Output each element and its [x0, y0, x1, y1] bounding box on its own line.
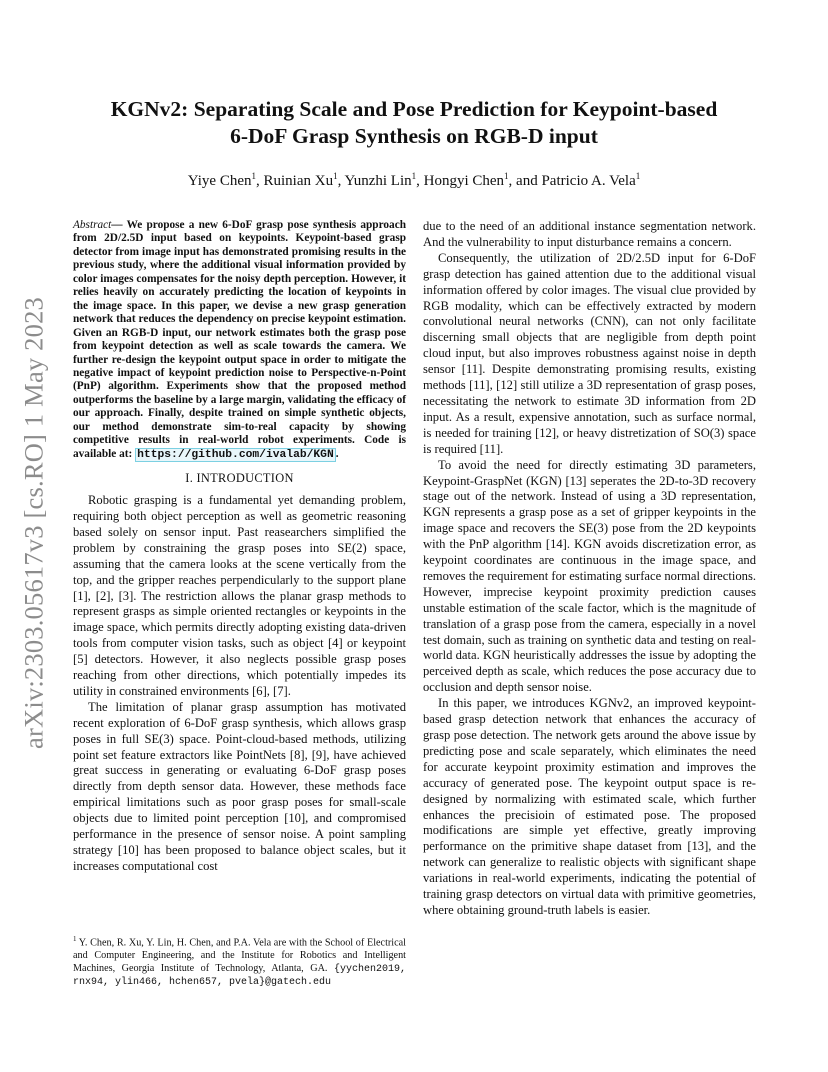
right-column — [423, 219, 756, 919]
paragraph: Robotic grasping is a fundamental yet demanding problem, requiring both object perception as well as geometric reasoning based solely on sensor input. Past reasearchers simplified the problem by constraining the grasp poses into SE(2) space, assuming that the camera looks at the scene vertically from the top, and the gripper reaches perpendicularly to the support plane [1], [2], [3]. The restriction allows the planar grasp methods to represent grasps as simple oriented rectangles or keypoints in the image space, which permits directly adopting existing data-driven tools from computer vision tasks, such as object [4] or keypoint [5] detectors. However, it also neglects possible grasp poses reaching from other directions, which potentially impedes its utility in constrained environments [6], [7]. — [73, 493, 406, 698]
affiliation-mark: 1 — [504, 171, 509, 181]
author-name: Ruinian Xu — [263, 173, 334, 189]
author-name: Patricio A. Vela — [541, 173, 636, 189]
paragraph: Consequently, the utilization of 2D/2.5D input for 6-DoF grasp detection has gained attention due to the additional visual information offered by color images. The visual clue provided by RGB modality, which can be effectively extracted by modern convolutional neural networks (CNN), can not only facilitate discerning small objects that are negligible from depth point cloud input, but also improves robustness against noise in depth sensor [11]. Despite demonstrating promising results, existing methods [11], [12] still utilize a 3D representation of grasp poses, necessitating the network to estimate 3D information from 2D input. As a result, expensive annotation, such as surface normal, is needed for training [12], or heavy distretization of SO(3) space is required [11]. — [423, 250, 756, 456]
paper-title — [80, 96, 748, 150]
abstract-dash: — — [111, 219, 127, 231]
title-line-2: 6-DoF Grasp Synthesis on RGB-D input — [230, 124, 598, 148]
affiliation-mark: 1 — [251, 171, 256, 181]
affiliation-mark: 1 — [635, 171, 641, 181]
abstract-label: Abstract — [73, 219, 112, 231]
author-separator: , and — [508, 173, 542, 189]
paragraph: To avoid the need for directly estimating 3D parameters, Keypoint-GraspNet (KGN) [13] seperates the 2D-to-3D recovery stage out of the network. Instead of using a 3D representation, KGN represents a grasp pose as a set of gripper keypoints in the image space and recovers the SE(3) pose from the 2D keypoints with the PnP algorithm [14]. KGN avoids discretization error, as keypoint coordinates are continuous in the image space, and removes the requirement for estimating surface normal directions. However, imprecise keypoint proximity prediction causes unstable estimation of the scale factor, which is the magnitude of translation of a grasp pose from the camera, especially in a novel test domain, such as training on synthetic data and testing on real-world data. KGN heuristically addresses the issue by adopting the perceived depth as scale, which reduces the pose accuracy due to occlusion and depth sensor noise. — [423, 457, 756, 695]
left-column — [73, 219, 406, 875]
code-link[interactable]: https://github.com/ivalab/KGN — [137, 448, 334, 461]
author-separator: , — [255, 173, 264, 189]
paragraph: The limitation of planar grasp assumption has motivated recent exploration of 6-DoF grasp synthesis, which allows grasp poses in full SE(3) space. Point-cloud-based methods, utilizing point set feature extractors like PointNets [8], [9], have achieved great success in generating or evaluating 6-DoF grasp poses directly from depth sensor data. However, these methods face empirical limitations such as poor grasp poses for small-scale objects due to limited point perception [10], and compromised performance in the presence of sensor noise. A point sampling strategy [10] has been proposed to balance object scales, but it increases computational cost — [73, 699, 406, 873]
author-name: Yiye Chen — [187, 173, 252, 189]
section-heading-introduction: I. INTRODUCTION — [185, 471, 294, 486]
footnote — [73, 933, 406, 990]
author-separator: , — [416, 173, 424, 189]
abstract-body: We propose a new 6-DoF grasp pose synthesis approach from 2D/2.5D input based on keypoints. Keypoint-based grasp detector from image input has demonstrated promising results in the previous study, where the additional visual information provided by color images compensates for the noisy depth perception. However, it relies heavily on accurately predicting the location of keypoints in the image space. In this paper, we devise a new grasp generation network that reduces the dependency on precise keypoint estimation. Given an RGB-D input, our network estimates both the grasp pose from keypoint detection as well as scale towards the camera. We further re-design the keypoint output space in order to mitigate the negative impact of keypoint prediction noise to Perspective-n-Point (PnP) algorithm. Experiments show that the proposed method outperforms the baseline by a large margin, validating the efficacy of our approach. Finally, despite trained on simple synthetic objects, our method demonstrate sim-to-real capacity by showing competitive results in real-world robot experiments. Code is available at: — [73, 219, 406, 460]
abstract — [73, 219, 406, 462]
affiliation-mark: 1 — [333, 171, 338, 181]
author-name: Yunzhi Lin — [344, 173, 412, 189]
arxiv-side-stamp — [14, 270, 54, 775]
footnote-text: Y. Chen, R. Xu, Y. Lin, H. Chen, and P.A. Vela are with the School of Electrical and Computer Engineering, and the Institute for Robotics and Intelligent Machines, Georgia Institute of Technology, Atlanta, GA. — [73, 937, 406, 974]
author-separator: , — [337, 173, 345, 189]
paragraph: In this paper, we introduces KGNv2, an improved keypoint-based grasp detection network that enhances the accuracy of grasp pose detection. The network gets around the above issue by predicting pose and scale separately, which eliminates the need for accurate keypoint proximity estimation and improves the accuracy of generated pose. The keypoint output space is re-designed by normalizing with estimated scale, which further enhances the precisioin of estimated pose. The proposed modifications are simple yet effective, greatly improving performance on the primitive shape dataset from [13], and the network can generalize to realistic objects with significant shape variations in real-world experiments, indicating the potential of training grasp detectors on virtual data with primitive geometries, where obtaining ground-truth labels is easier. — [423, 696, 756, 917]
abstract-end: . — [335, 447, 339, 460]
arxiv-identifier: arXiv:2303.05617v3 [cs.RO] 1 May 2023 — [18, 296, 49, 749]
paragraph-continuation: due to the need of an additional instance segmentation network. And the vulnerability to input disturbance remains a concern. — [423, 219, 756, 249]
title-line-1: KGNv2: Separating Scale and Pose Prediction for Keypoint-based — [110, 97, 718, 121]
footnote-emails: {yychen2019, rnx94, ylin466, hchen657, pvela}@gatech.edu — [73, 963, 406, 989]
footnote-mark: 1 — [73, 935, 77, 943]
author-list — [60, 171, 768, 190]
affiliation-mark: 1 — [411, 171, 417, 181]
author-name: Hongyi Chen — [423, 173, 505, 189]
